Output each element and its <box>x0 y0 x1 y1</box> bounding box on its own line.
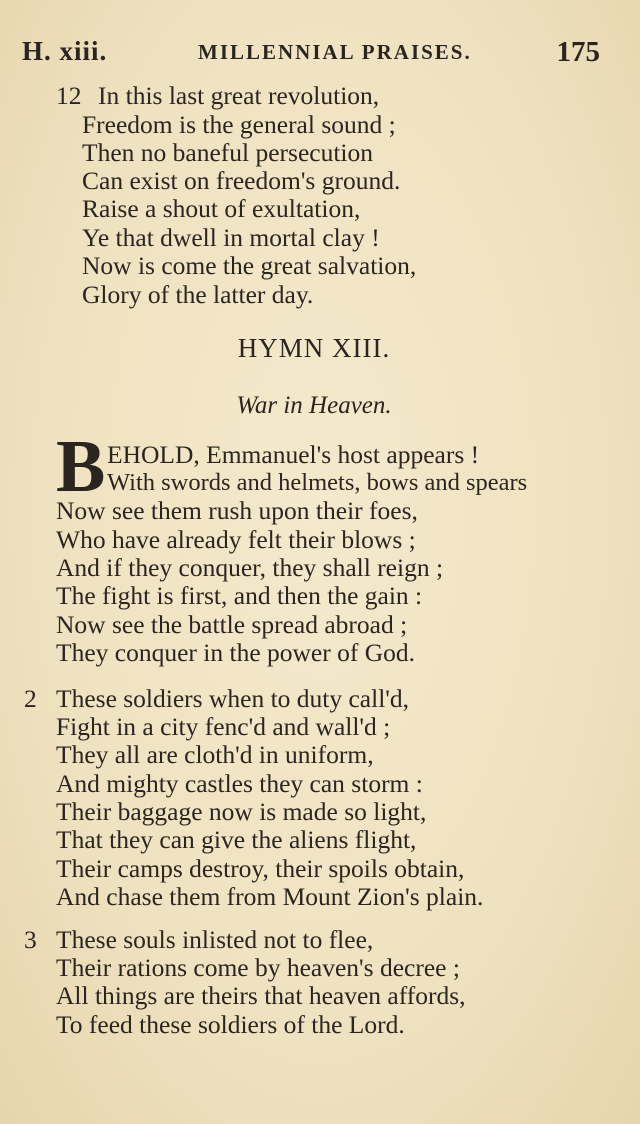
verse-line: These souls inlisted not to flee, <box>56 925 374 954</box>
verse-line: Can exist on freedom's ground. <box>82 166 401 195</box>
verse-line: Who have already felt their blows ; <box>56 525 416 554</box>
verse-line: Now see them rush upon their foes, <box>56 496 418 525</box>
verse-line: Fight in a city fenc'd and wall'd ; <box>56 712 391 741</box>
verse-line: They all are cloth'd in uniform, <box>56 740 374 769</box>
hymn-subtitle: War in Heaven. <box>236 392 392 419</box>
verse-line: Glory of the latter day. <box>82 280 314 309</box>
stanza-number: 12 <box>56 81 82 110</box>
running-header <box>22 36 600 70</box>
book-title: MILLENNIAL PRAISES. <box>198 40 472 64</box>
verse-line: And if they conquer, they shall reign ; <box>56 553 444 582</box>
verse-line: Their baggage now is made so light, <box>56 797 427 826</box>
verse-line: And chase them from Mount Zion's plain. <box>56 882 484 911</box>
verse-line: Freedom is the general sound ; <box>82 110 396 139</box>
verse-line: And mighty castles they can storm : <box>56 769 423 798</box>
verse-line: To feed these soldiers of the Lord. <box>56 1010 405 1039</box>
verse-line: In this last great revolution, <box>98 81 380 110</box>
hymn-title: HYMN XIII. <box>237 333 391 363</box>
stanza-number: 3 <box>24 925 37 954</box>
verse-line: Their rations come by heaven's decree ; <box>56 953 460 982</box>
verse-line: Ye that dwell in mortal clay ! <box>82 223 380 252</box>
verse-line: The fight is first, and then the gain : <box>56 581 423 610</box>
verse-line: EHOLD, Emmanuel's host appears ! <box>107 440 480 469</box>
verse-line: That they can give the aliens flight, <box>56 825 417 854</box>
page-number: 175 <box>556 36 600 68</box>
verse-line: Now is come the great salvation, <box>82 251 417 280</box>
verse-line: They conquer in the power of God. <box>56 638 416 667</box>
hymn-reference: H. xiii. <box>22 36 108 66</box>
verse-line: Now see the battle spread abroad ; <box>56 610 408 639</box>
drop-cap: B <box>56 426 106 508</box>
verse-line: All things are theirs that heaven affords, <box>56 981 466 1010</box>
stanza-number: 2 <box>24 684 37 713</box>
verse-line: Then no baneful persecution <box>82 138 374 167</box>
verse-line: These soldiers when to duty call'd, <box>56 684 410 713</box>
verse-line: With swords and helmets, bows and spears <box>107 469 528 496</box>
verse-line: Raise a shout of exultation, <box>82 194 361 223</box>
verse-line: Their camps destroy, their spoils obtain, <box>56 854 465 883</box>
